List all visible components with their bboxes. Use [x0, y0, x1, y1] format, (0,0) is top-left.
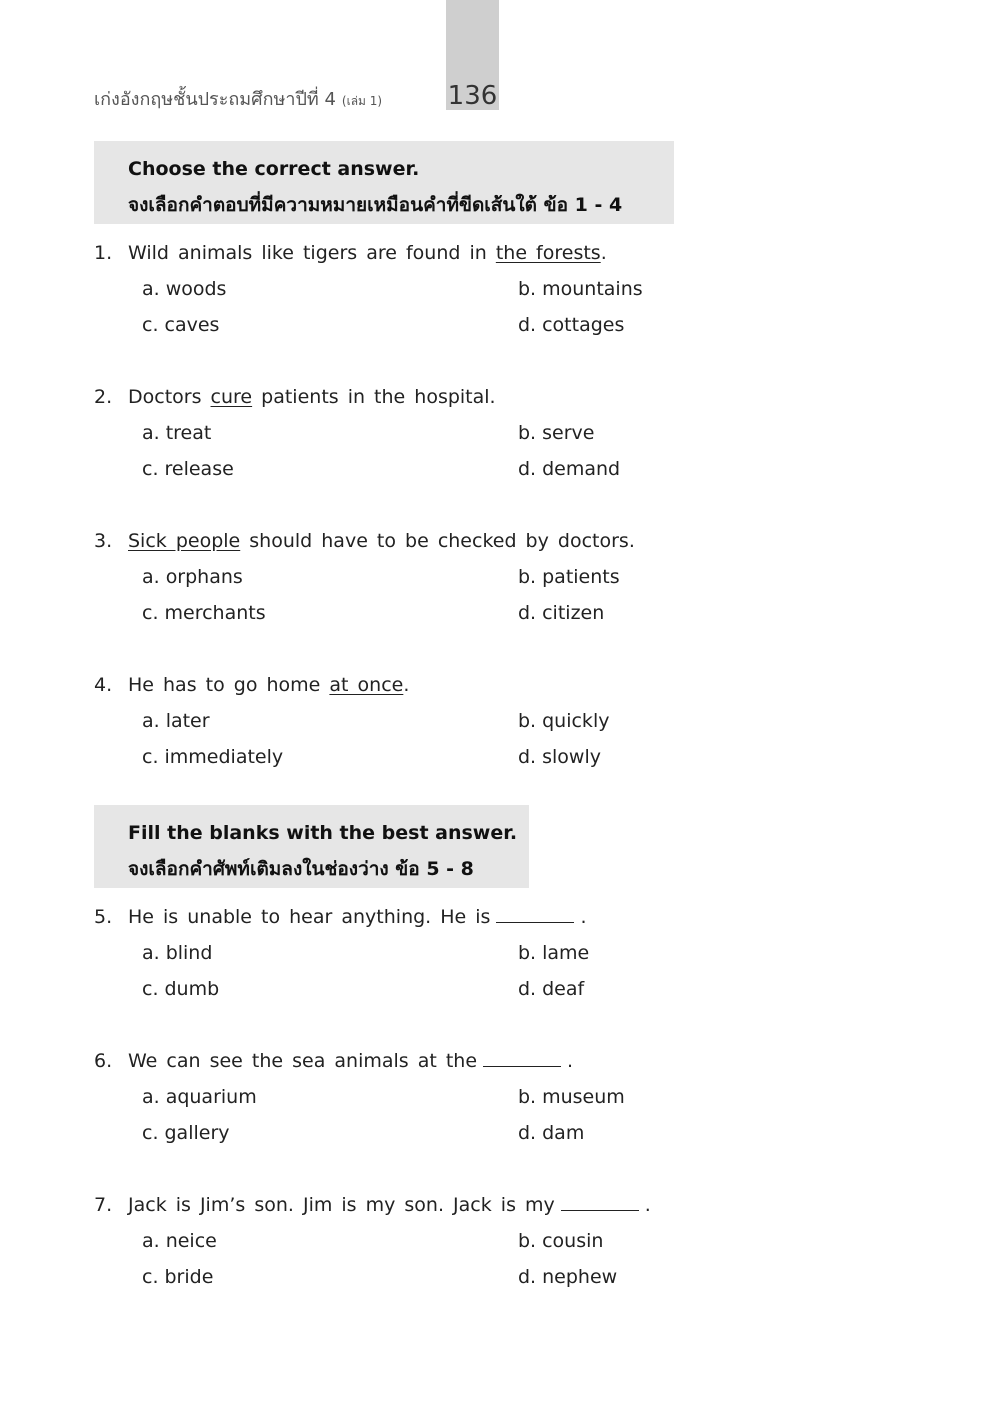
- option-letter: c.: [142, 314, 159, 336]
- option-letter: a.: [142, 422, 160, 444]
- option-text: treat: [165, 422, 212, 444]
- question-text-before: Jack is Jim’s son. Jim is my son. Jack is my: [128, 1194, 555, 1216]
- answer-blank[interactable]: [561, 1192, 639, 1211]
- option-letter: b.: [518, 710, 537, 732]
- option-letter: d.: [518, 458, 537, 480]
- option-text: museum: [542, 1086, 625, 1108]
- question-4: [94, 667, 714, 775]
- option-b[interactable]: [518, 271, 643, 307]
- question-text-after: .: [600, 242, 607, 264]
- option-letter: a.: [142, 942, 160, 964]
- question-number: 3.: [94, 530, 113, 552]
- question-6: [94, 1043, 714, 1151]
- option-letter: b.: [518, 422, 537, 444]
- option-text: bride: [164, 1266, 214, 1288]
- option-text: aquarium: [165, 1086, 257, 1108]
- instruction-thai: จงเลือกคำตอบที่มีความหมายเหมือนคำที่ขีดเส้นใต้ ข้อ 1 - 4: [128, 194, 623, 216]
- option-b[interactable]: [518, 415, 594, 451]
- question-text: [128, 899, 587, 935]
- option-text: orphans: [165, 566, 243, 588]
- option-text: serve: [542, 422, 595, 444]
- underlined-phrase: cure: [210, 386, 253, 408]
- option-a[interactable]: [142, 1223, 217, 1259]
- option-letter: d.: [518, 602, 537, 624]
- option-d[interactable]: [518, 1115, 584, 1151]
- question-2: [94, 379, 714, 487]
- option-a[interactable]: [142, 703, 210, 739]
- option-text: cousin: [542, 1230, 604, 1252]
- question-text-before: Wild animals like tigers are found in: [128, 242, 496, 264]
- option-text: neice: [165, 1230, 217, 1252]
- question-5: [94, 899, 714, 1007]
- option-text: deaf: [542, 978, 585, 1000]
- option-d[interactable]: [518, 739, 601, 775]
- question-text-before: We can see the sea animals at the: [128, 1050, 478, 1072]
- question-1: [94, 235, 714, 343]
- option-text: later: [165, 710, 210, 732]
- underlined-phrase: at once: [329, 674, 404, 696]
- question-text: [128, 667, 409, 703]
- question-number: 6.: [94, 1050, 113, 1072]
- question-text-after: .: [403, 674, 410, 696]
- question-number: 1.: [94, 242, 113, 264]
- option-letter: b.: [518, 1230, 537, 1252]
- question-text: [128, 1043, 573, 1079]
- option-text: woods: [165, 278, 227, 300]
- option-b[interactable]: [518, 1223, 603, 1259]
- running-title: [94, 88, 382, 113]
- option-c[interactable]: [142, 595, 266, 631]
- option-text: immediately: [164, 746, 284, 768]
- question-text-after: .: [644, 1194, 651, 1216]
- option-c[interactable]: [142, 971, 219, 1007]
- question-text: [128, 379, 496, 415]
- option-c[interactable]: [142, 1115, 230, 1151]
- option-letter: d.: [518, 978, 537, 1000]
- question-text-after: should have to be checked by doctors.: [240, 530, 635, 552]
- option-d[interactable]: [518, 1259, 617, 1295]
- option-letter: a.: [142, 566, 160, 588]
- book-title: เก่งอังกฤษชั้นประถมศึกษาปีที่ 4: [94, 89, 336, 110]
- question-text: [128, 523, 635, 559]
- option-text: cottages: [542, 314, 625, 336]
- option-letter: c.: [142, 746, 159, 768]
- option-text: merchants: [164, 602, 266, 624]
- option-letter: a.: [142, 1086, 160, 1108]
- question-3: [94, 523, 714, 631]
- option-letter: c.: [142, 458, 159, 480]
- option-text: gallery: [164, 1122, 230, 1144]
- option-text: slowly: [542, 746, 601, 768]
- option-a[interactable]: [142, 1079, 257, 1115]
- option-text: demand: [542, 458, 621, 480]
- underlined-phrase: Sick people: [128, 530, 241, 552]
- question-text: [128, 1187, 651, 1223]
- option-letter: d.: [518, 1266, 537, 1288]
- option-letter: c.: [142, 1122, 159, 1144]
- instruction-box-fill-blanks: [94, 805, 529, 888]
- option-text: lame: [542, 942, 590, 964]
- option-d[interactable]: [518, 451, 620, 487]
- option-text: caves: [164, 314, 220, 336]
- option-b[interactable]: [518, 559, 620, 595]
- option-a[interactable]: [142, 935, 212, 971]
- option-letter: d.: [518, 746, 537, 768]
- option-d[interactable]: [518, 307, 624, 343]
- question-number: 7.: [94, 1194, 113, 1216]
- option-letter: b.: [518, 566, 537, 588]
- option-letter: a.: [142, 278, 160, 300]
- option-letter: a.: [142, 710, 160, 732]
- option-d[interactable]: [518, 971, 584, 1007]
- option-letter: b.: [518, 942, 537, 964]
- option-letter: c.: [142, 1266, 159, 1288]
- option-letter: d.: [518, 314, 537, 336]
- option-a[interactable]: [142, 415, 211, 451]
- option-text: quickly: [542, 710, 610, 732]
- answer-blank[interactable]: [483, 1048, 561, 1067]
- question-text-before: He is unable to hear anything. He is: [128, 906, 491, 928]
- option-letter: b.: [518, 278, 537, 300]
- option-letter: d.: [518, 1122, 537, 1144]
- underlined-phrase: the forests: [495, 242, 601, 264]
- option-c[interactable]: [142, 1259, 213, 1295]
- option-a[interactable]: [142, 559, 243, 595]
- option-text: citizen: [542, 602, 605, 624]
- option-letter: b.: [518, 1086, 537, 1108]
- question-text-after: .: [567, 1050, 574, 1072]
- option-letter: c.: [142, 602, 159, 624]
- option-a[interactable]: [142, 271, 226, 307]
- option-text: dam: [542, 1122, 585, 1144]
- question-text-after: .: [580, 906, 587, 928]
- option-b[interactable]: [518, 1079, 625, 1115]
- answer-blank[interactable]: [496, 904, 574, 923]
- option-c[interactable]: [142, 307, 219, 343]
- option-b[interactable]: [518, 935, 589, 971]
- option-text: mountains: [542, 278, 643, 300]
- question-number: 5.: [94, 906, 113, 928]
- option-c[interactable]: [142, 451, 234, 487]
- option-c[interactable]: [142, 739, 283, 775]
- question-7: [94, 1187, 714, 1295]
- option-d[interactable]: [518, 595, 604, 631]
- question-text-before: He has to go home: [128, 674, 330, 696]
- option-text: patients: [542, 566, 620, 588]
- option-b[interactable]: [518, 703, 609, 739]
- option-letter: c.: [142, 978, 159, 1000]
- option-letter: a.: [142, 1230, 160, 1252]
- instruction-english: Fill the blanks with the best answer.: [128, 822, 518, 844]
- question-text: [128, 235, 607, 271]
- page-number: 136: [447, 81, 498, 111]
- question-text-after: patients in the hospital.: [252, 386, 496, 408]
- option-text: nephew: [542, 1266, 618, 1288]
- question-number: 4.: [94, 674, 113, 696]
- option-text: blind: [165, 942, 213, 964]
- instruction-english: Choose the correct answer.: [128, 158, 420, 180]
- question-text-before: Doctors: [128, 386, 211, 408]
- instruction-thai: จงเลือกคำศัพท์เติมลงในช่องว่าง ข้อ 5 - 8: [128, 858, 474, 880]
- option-text: release: [164, 458, 234, 480]
- volume-label: (เล่ม 1): [341, 94, 383, 108]
- option-text: dumb: [164, 978, 220, 1000]
- question-number: 2.: [94, 386, 113, 408]
- instruction-box-synonyms: [94, 141, 674, 224]
